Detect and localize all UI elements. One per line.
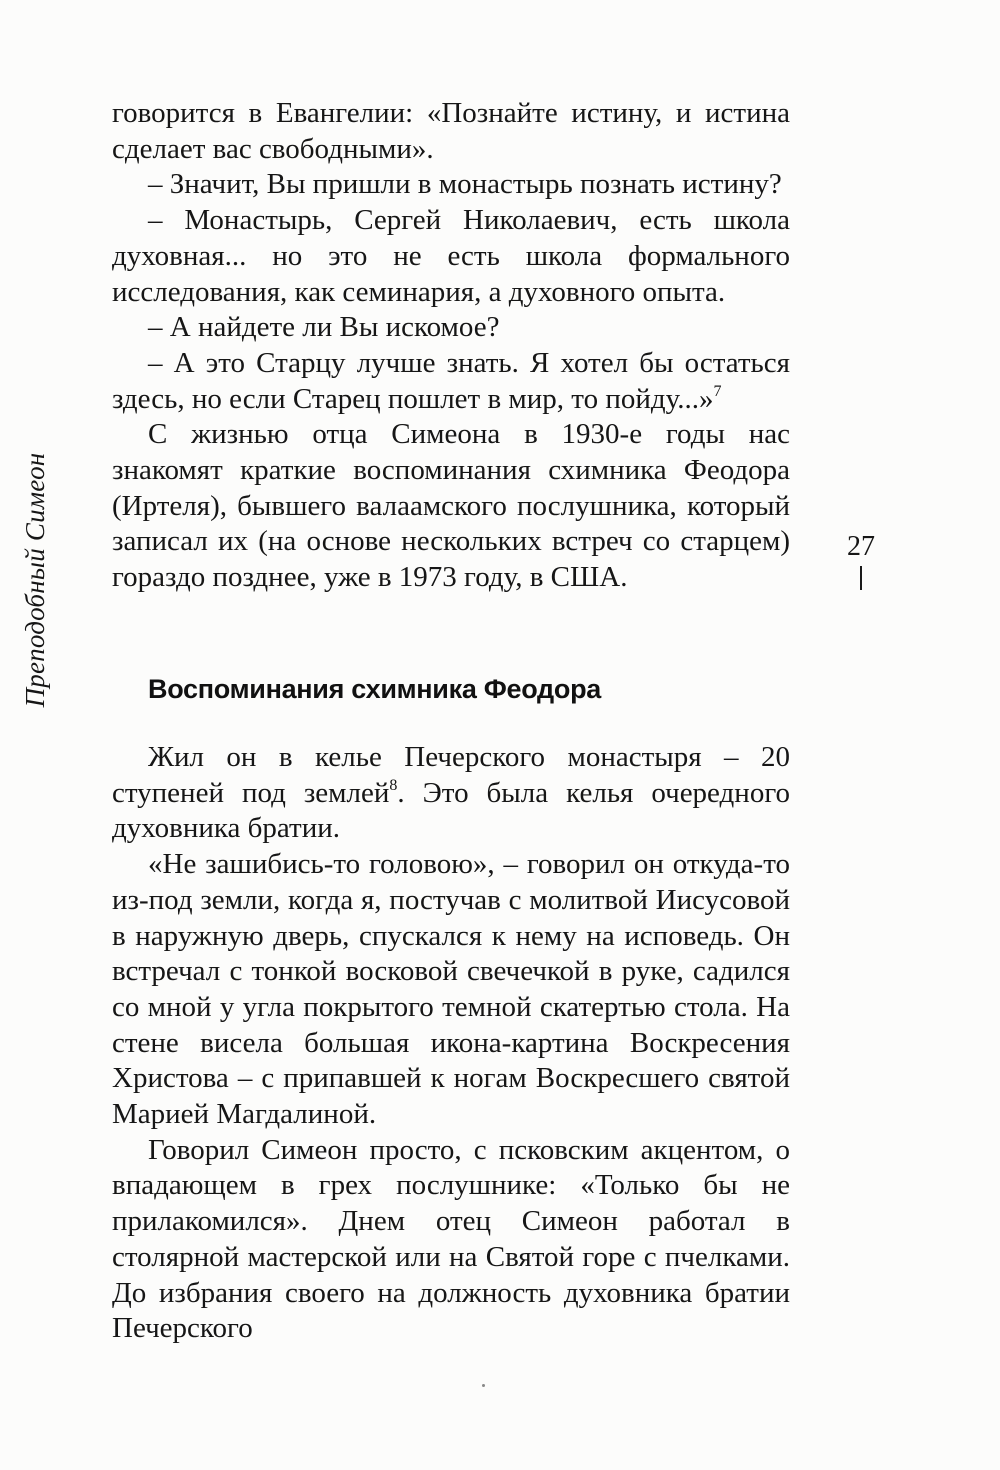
- dialogue-line-3: – А найдете ли Вы искомое?: [148, 311, 500, 344]
- paragraph-confession: «Не зашибись-то головою», – говорил он откуда-то из-под земли, когда я, постучав с молитвой Иисусовой в наружную дверь, спускался к нему на исповедь. Он встречал с тонкой восковой свечечкой в руке, садился со мной у угла покрытого темной скатертью стола. На стене висела большая икона-картина Воскресения Христова – с припавшей к ногам Воскресшего святой Марией Магдалиной.: [112, 848, 790, 1131]
- bottom-text-block: [112, 740, 790, 1347]
- dialogue-line-4-text: – А это Старцу лучше знать. Я хотел бы остаться здесь, но если Старец пошлет в мир, то пойду...»: [112, 346, 790, 415]
- paragraph-intro-memoirs: С жизнью отца Симеона в 1930-е годы нас знакомят краткие воспоминания схимника Феодора (Иртеля), бывшего валаамского послушника, который записал их (на основе нескольких встреч со старцем) гораздо позднее, уже в 1973 году, в США.: [112, 418, 790, 594]
- footnote-ref-7: 7: [713, 382, 722, 400]
- page-number: 27: [847, 531, 875, 562]
- running-title: Преподобный Симеон: [20, 452, 50, 708]
- paragraph-speech: Говорил Симеон просто, с псковским акцентом, о впадающем в грех послушнике: «Только бы не прилакомился». Днем отец Симеон работал в столярной мастерской или на Святой горе с пчелками. До избрания своего на должность духовника братии Печерского: [112, 1133, 790, 1345]
- footnote-ref-8: 8: [389, 776, 398, 794]
- dialogue-line-1: – Значит, Вы пришли в монастырь познать истину?: [148, 168, 782, 201]
- paragraph-gospel-quote: говорится в Евангелии: «Познайте истину, и истина сделает вас свободными».: [112, 97, 790, 165]
- margin-divider: [860, 566, 862, 590]
- paper-speck: [482, 1384, 485, 1387]
- dialogue-line-2: – Монастырь, Сергей Николаевич, есть школа духовная... но это не есть школа формального исследования, как семинария, а духовного опыта.: [112, 204, 790, 308]
- section-heading: Воспоминания схимника Феодора: [148, 674, 601, 704]
- paragraph-cell-text-b: . Это была келья очередного духовника братии.: [112, 776, 790, 845]
- dialogue-line-4: [112, 346, 790, 417]
- top-text-block: [112, 96, 790, 596]
- paragraph-cell: [112, 740, 790, 847]
- paragraph-cell-text-a: Жил он в келье Печерского монастыря – 20 ступеней под землей: [112, 741, 790, 809]
